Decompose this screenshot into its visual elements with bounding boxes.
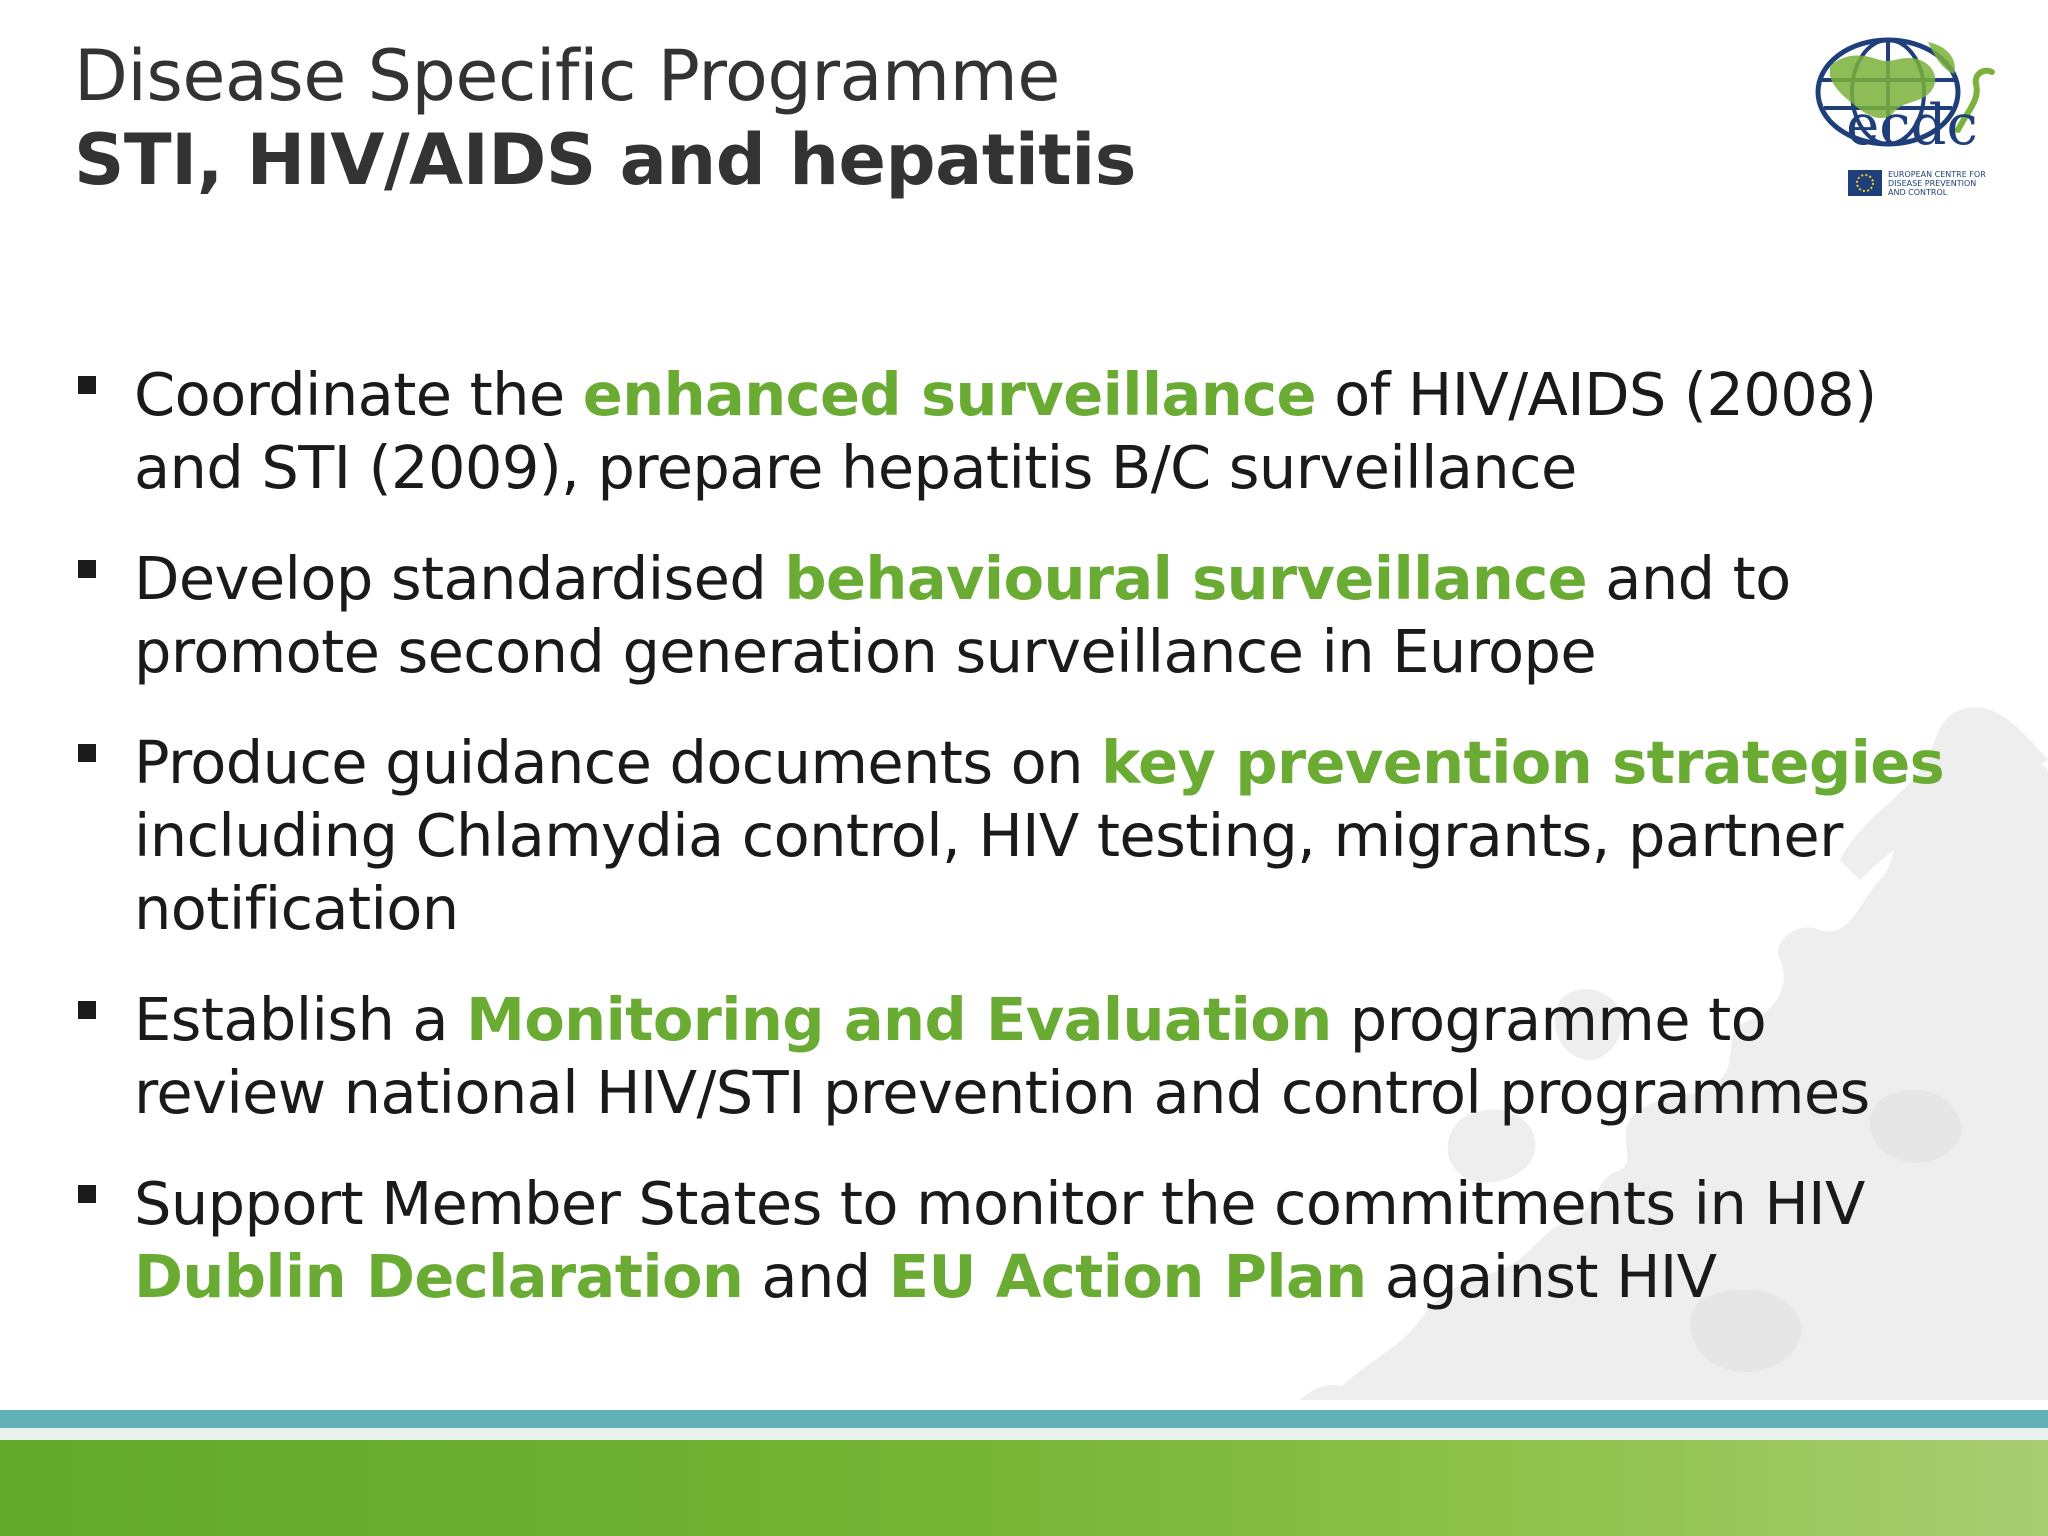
bullet-text: Coordinate the: [134, 360, 583, 429]
bullet-text: Develop standardised: [134, 544, 785, 613]
bullet-item: [74, 1167, 1974, 1313]
bullet-text: against HIV: [1366, 1242, 1717, 1311]
bullet-text: and: [743, 1242, 889, 1311]
bullet-item: [74, 726, 1974, 945]
bullet-list: [74, 358, 1974, 1351]
bullet-text: of HIV/AIDS (2008) and STI (2009), prepare hepatitis B/C surveillance: [134, 360, 1877, 502]
bullet-highlight: Monitoring and Evaluation: [466, 985, 1332, 1054]
bullet-highlight: EU Action Plan: [888, 1242, 1367, 1311]
footer-divider: [0, 1428, 2048, 1440]
bullet-highlight: behavioural surveillance: [784, 544, 1588, 613]
logo-wordmark: ecdc: [1846, 93, 1978, 158]
bullet-highlight: enhanced surveillance: [582, 360, 1316, 429]
footer-green-band: [0, 1440, 2048, 1536]
bullet-highlight: Dublin Declaration: [134, 1242, 744, 1311]
logo-tagline-1: EUROPEAN CENTRE FOR: [1888, 170, 1986, 179]
bullet-text: programme to review national HIV/STI prevention and control programmes: [134, 985, 1870, 1127]
logo-tagline-2: DISEASE PREVENTION: [1888, 179, 1977, 188]
title-line-2: STI, HIV/AIDS and hepatitis: [74, 119, 1136, 201]
title-line-1: Disease Specific Programme: [74, 35, 1060, 117]
square-bullet-icon: [78, 560, 96, 578]
logo-tagline-3: AND CONTROL: [1888, 188, 1948, 197]
bullet-text: Support Member States to monitor the commitments in HIV: [134, 1169, 1865, 1238]
bullet-item: [74, 983, 1974, 1129]
square-bullet-icon: [78, 376, 96, 394]
square-bullet-icon: [78, 1185, 96, 1203]
footer-teal-line: [0, 1410, 2048, 1428]
square-bullet-icon: [78, 744, 96, 762]
bullet-highlight: key prevention strategies: [1101, 728, 1945, 797]
eu-flag-icon: [1848, 170, 1882, 196]
bullet-text: including Chlamydia control, HIV testing, migrants, partner notification: [134, 801, 1843, 943]
bullet-item: [74, 358, 1974, 504]
slide-title: [74, 34, 1674, 202]
ecdc-logo: [1808, 20, 2016, 202]
bullet-text: and to promote second generation surveillance in Europe: [134, 544, 1791, 686]
bullet-text: Establish a: [134, 985, 467, 1054]
square-bullet-icon: [78, 1001, 96, 1019]
bullet-text: Produce guidance documents on: [134, 728, 1102, 797]
bullet-item: [74, 542, 1974, 688]
